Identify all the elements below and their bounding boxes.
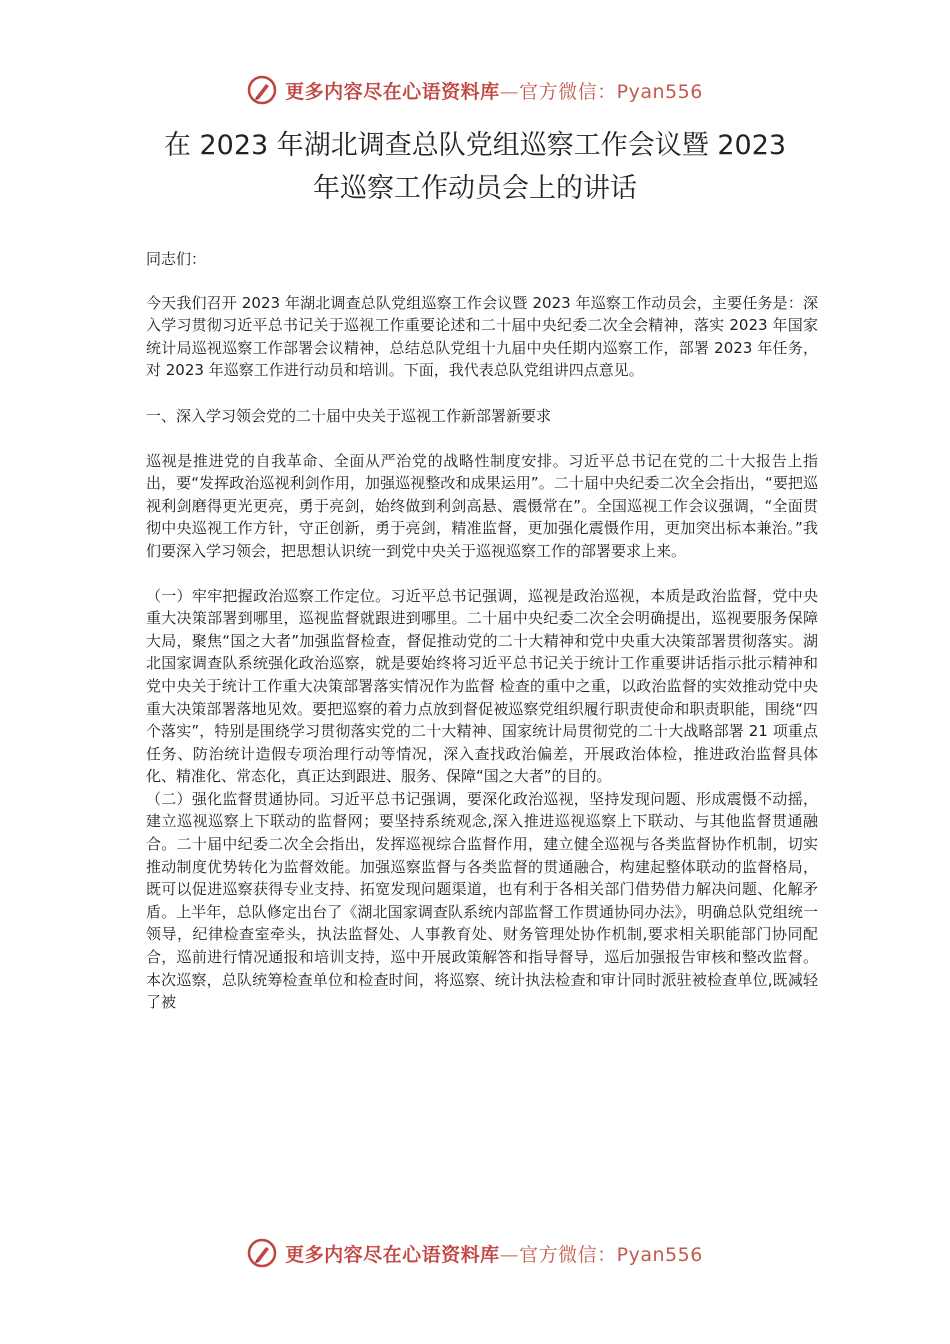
header-watermark-banner (0, 70, 950, 110)
section-1-paragraph: 巡视是推进党的自我革命、全面从严治党的战略性制度安排。习近平总书记在党的二十大报告上指出，要“发挥政治巡视利剑作用，加强巡视整改和成果运用”。二十届中央纪委二次全会指出，“要把巡视利剑磨得更光更亮，勇于亮剑，始终做到利剑高悬、震慑常在”。全国巡视工作会议强调，“全面贯彻中央巡视工作方针，守正创新，勇于亮剑，精准监督，更加强化震慑作用，更加突出标本兼治。”我们要深入学习领会，把思想认识统一到党中央关于巡视巡察工作的部署要求上来。 (146, 451, 818, 560)
pen-logo-icon (247, 75, 277, 105)
point-1-paragraph: （一）牢牢把握政治巡察工作定位。习近平总书记强调，巡视是政治巡视，本质是政治监督，党中央重大决策部署到哪里，巡视监督就跟进到哪里。二十届中央纪委二次全会明确提出，巡视要服务保障大局，聚焦“国之大者”加强监督检查，督促推动党的二十大精神和党中央重大决策部署贯彻落实。湖北国家调查队系统强化政治巡察，就是要始终将习近平总书记关于统计工作重要讲话指示批示精神和党中央关于统计工作重大决策部署落实情况作为监督 检查的重中之重，以政治监督的实效推动党中央重大决策部署落地见效。要把巡察的着力点放到督促被巡察党组织履行职责使命和职责职能，围绕“四个落实”，特别是围绕学习贯彻落实党的二十大精神、国家统计局贯彻党的二十大战略部署 21 项重点任务、防治统计造假专项治理行动等情况，深入查找政治偏差，开展政治体检，推进政治监督具体化、精准化、常态化，真正达到跟进、服务、保障“国之大者”的目的。 (146, 586, 818, 786)
footer-watermark-banner (0, 1233, 950, 1273)
salutation: 同志们： (146, 250, 207, 268)
pen-logo-icon (247, 1238, 277, 1268)
point-2-paragraph: （二）强化监督贯通协同。习近平总书记强调，要深化政治巡视，坚持发现问题、形成震慑不动摇，建立巡视巡察上下联动的监督网；要坚持系统观念,深入推进巡视巡察上下联动、与其他监督贯通融合。二十届中纪委二次全会指出，发挥巡视综合监督作用，建立健全巡视与各类监督协作机制，切实推动制度优势转化为监督效能。加强巡察监督与各类监督的贯通融合，构建起整体联动的监督格局，既可以促进巡察获得专业支持、拓宽发现问题渠道，也有利于各相关部门借势借力解决问题、化解矛盾。上半年，总队修定出台了《湖北国家调查队系统内部监督工作贯通协同办法》，明确总队党组统一领导，纪律检查室牵头，执法监督处、人事教育处、财务管理处协作机制,要求相关职能部门协同配合，巡前进行情况通报和培训支持，巡中开展政策解答和指导督导，巡后加强报告审核和整改监督。本次巡察，总队统筹检查单位和检查时间，将巡察、统计执法检查和审计同时派驻被检查单位,既减轻了被 (146, 789, 818, 1012)
section-heading-1: 一、深入学习领会党的二十届中央关于巡视工作新部署新要求 (146, 406, 552, 425)
document-body (146, 248, 818, 1014)
banner-text: 更多内容尽在心语资料库—官方微信：Pyan556 (285, 1243, 703, 1266)
title-line-1: 在 2023 年湖北调查总队党组巡察工作会议暨 2023 (163, 130, 787, 161)
banner-text: 更多内容尽在心语资料库—官方微信：Pyan556 (285, 80, 703, 103)
title-line-2: 年巡察工作动员会上的讲话 (313, 173, 637, 204)
intro-paragraph: 今天我们召开 2023 年湖北调查总队党组巡察工作会议暨 2023 年巡察工作动员会，主要任务是：深入学习贯彻习近平总书记关于巡视工作重要论述和二十届中央纪委二次全会精神，落实 2023 年国家统计局巡视巡察工作部署会议精神，总结总队党组十九届中央任期内巡察工作，部署 2023 年任务，对 2023 年巡察工作进行动员和培训。下面，我代表总队党组讲四点意见。 (146, 293, 818, 380)
document-title (100, 124, 850, 210)
